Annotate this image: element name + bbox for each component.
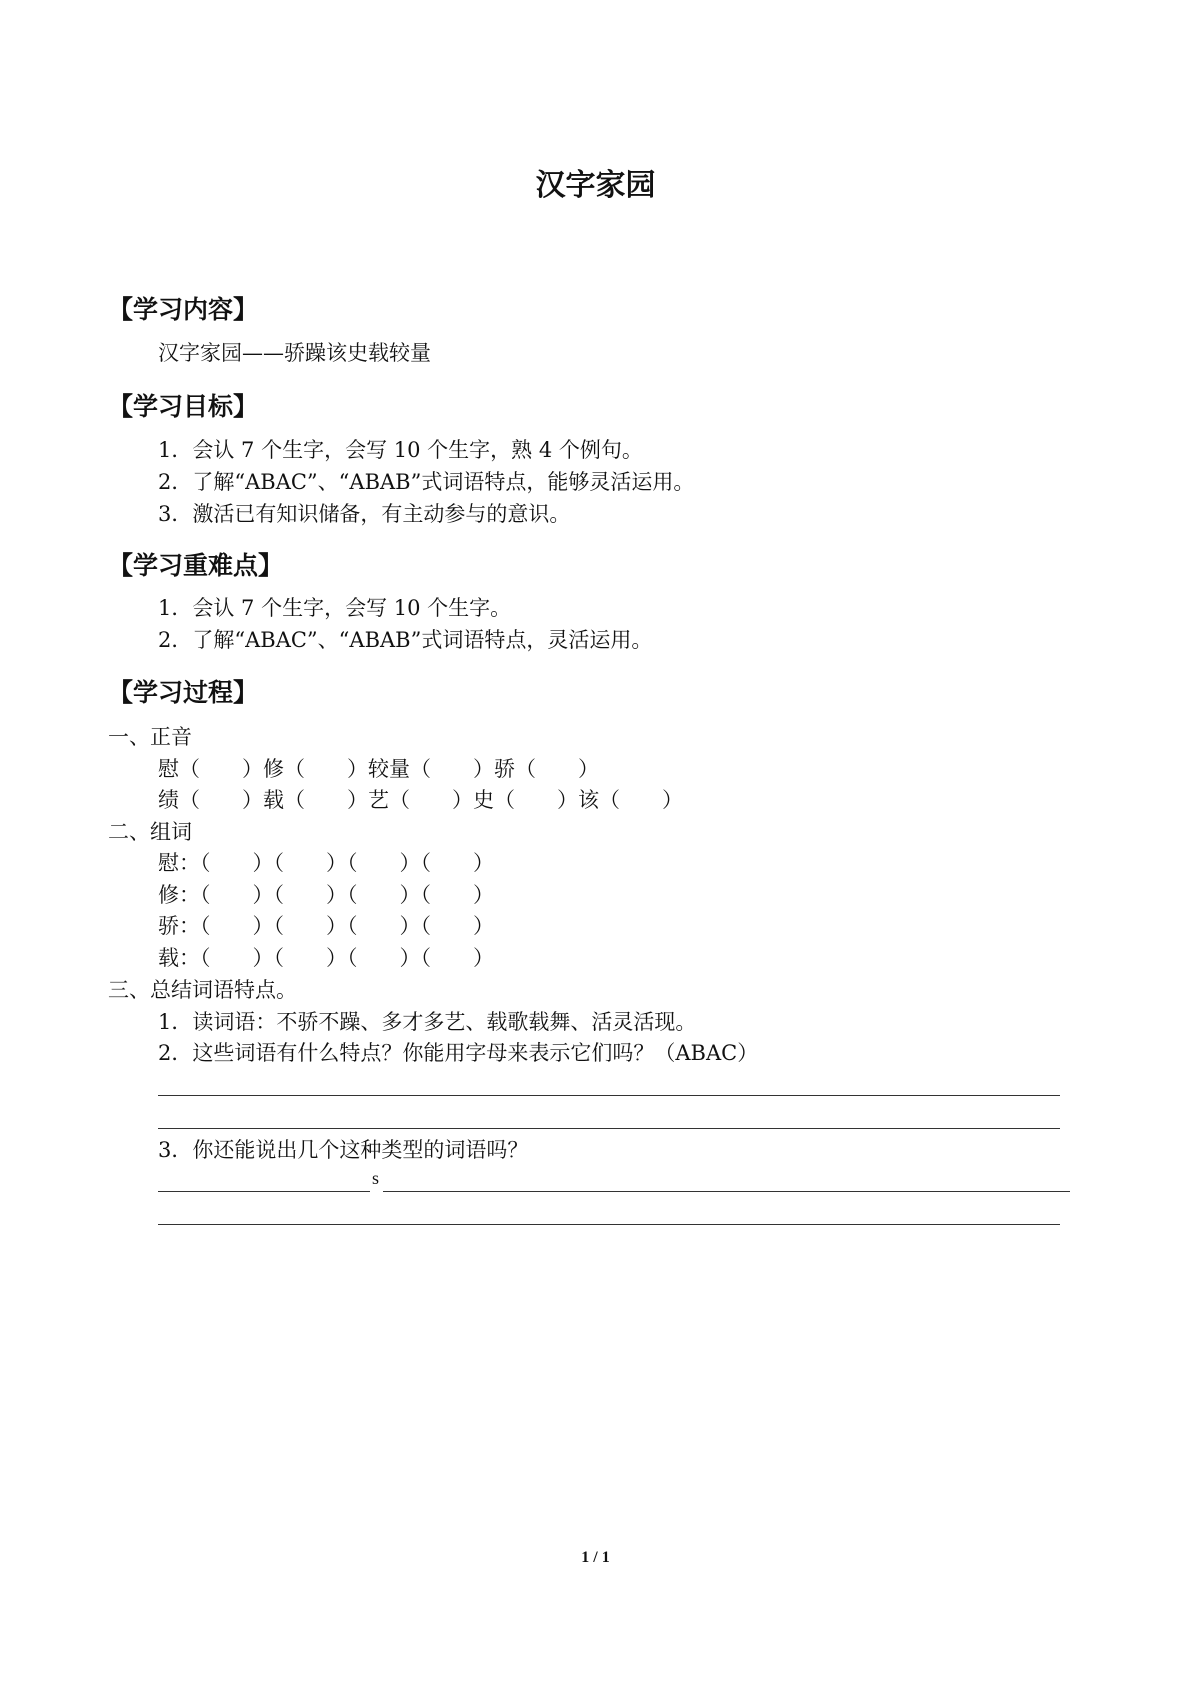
key-point-item: 2．了解“ABAC”、“ABAB”式词语特点，灵活运用。 [158,628,653,652]
answer-line[interactable] [383,1191,1070,1192]
goal-item: 1．会认 7 个生字，会写 10 个生字，熟 4 个例句。 [158,438,643,462]
stray-mark: s [372,1168,380,1188]
page-title: 汉字家园 [535,168,656,203]
answer-line[interactable] [158,1224,1060,1225]
pronunciation-row: 慰（ ）修（ ）较量（ ）骄（ ） [158,757,599,781]
part2-heading: 二、组词 [108,820,192,844]
answer-line[interactable] [158,1128,1060,1129]
answer-line[interactable] [158,1191,370,1192]
section-heading-key-points: 【学习重难点】 [108,551,284,580]
question-1: 1．读词语：不骄不躁、多才多艺、载歌载舞、活灵活现。 [158,1010,697,1034]
section-heading-goals: 【学习目标】 [108,392,259,421]
part3-heading: 三、总结词语特点。 [108,978,297,1002]
word-building-row: 载：（ ）（ ）（ ）（ ） [158,946,494,970]
question-3: 3．你还能说出几个这种类型的词语吗？ [158,1138,529,1162]
answer-line[interactable] [158,1095,1060,1096]
goal-item: 2．了解“ABAC”、“ABAB”式词语特点，能够灵活运用。 [158,470,695,494]
page-number: 1 / 1 [581,1549,610,1566]
word-building-row: 慰：（ ）（ ）（ ）（ ） [158,851,494,875]
pronunciation-row: 绩（ ）载（ ）艺（ ）史（ ）该（ ） [158,788,683,812]
section-heading-process: 【学习过程】 [108,678,259,707]
goal-item: 3．激活已有知识储备，有主动参与的意识。 [158,502,571,526]
word-building-row: 修：（ ）（ ）（ ）（ ） [158,883,494,907]
content-text: 汉字家园——骄躁该史载较量 [158,341,431,365]
key-point-item: 1．会认 7 个生字，会写 10 个生字。 [158,596,512,620]
word-building-row: 骄：（ ）（ ）（ ）（ ） [158,914,494,938]
question-2: 2．这些词语有什么特点？你能用字母来表示它们吗？（ABAC） [158,1041,759,1065]
part1-heading: 一、正音 [108,725,192,749]
section-heading-content: 【学习内容】 [108,295,259,324]
